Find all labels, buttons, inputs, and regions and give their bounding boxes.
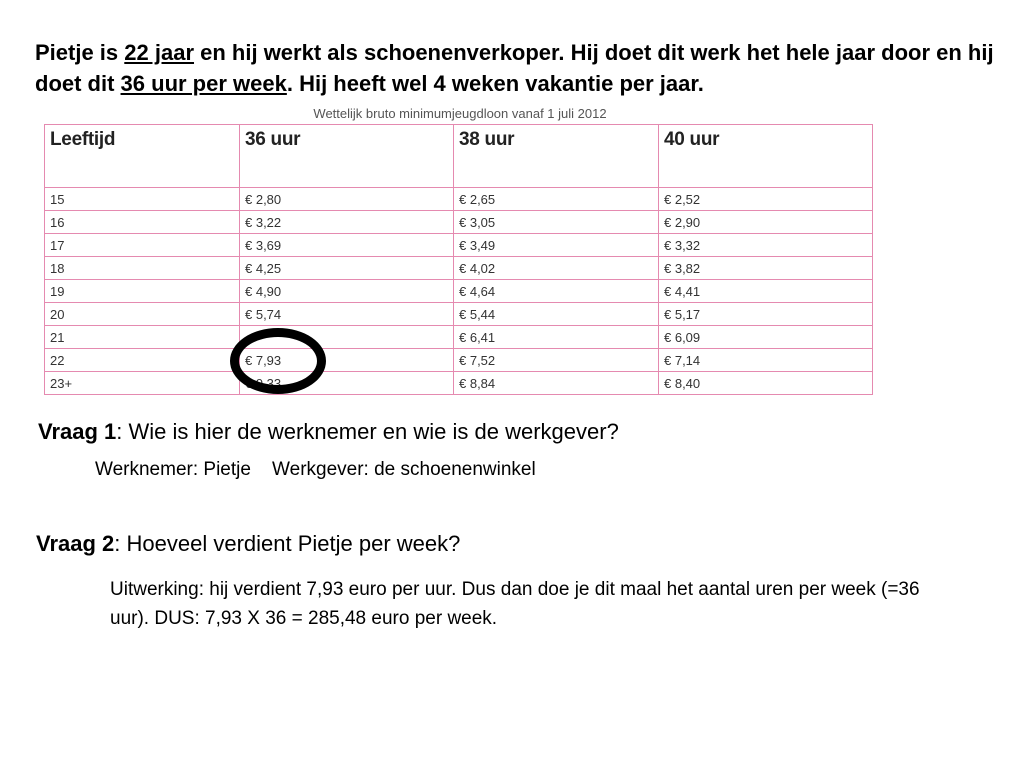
header-40-uur: 40 uur — [659, 125, 873, 188]
table-row — [45, 188, 873, 211]
table-row — [45, 234, 873, 257]
cell-40: € 2,52 — [659, 188, 873, 211]
cell-38: € 6,41 — [454, 326, 659, 349]
cell-38: € 5,44 — [454, 303, 659, 326]
answer-1: Werknemer: Pietje Werkgever: de schoenenwinkel — [95, 459, 536, 480]
cell-36: € 2,80 — [240, 188, 454, 211]
intro-paragraph — [35, 37, 1005, 99]
cell-36-highlighted: € 7,93 — [240, 349, 454, 372]
intro-hours: 36 uur per week — [120, 71, 287, 96]
cell-age: 17 — [45, 234, 240, 257]
cell-age: 18 — [45, 257, 240, 280]
answer-2: Uitwerking: hij verdient 7,93 euro per uur. Dus dan doe je dit maal het aantal uren per week (=36 uur). DUS: 7,93 X 36 = 285,48 euro per week. — [110, 579, 920, 629]
highlight-circle — [230, 328, 326, 394]
table-caption: Wettelijk bruto minimumjeugdloon vanaf 1 juli 2012 — [313, 106, 607, 121]
cell-age: 19 — [45, 280, 240, 303]
cell-38: € 2,65 — [454, 188, 659, 211]
header-38-uur: 38 uur — [454, 125, 659, 188]
intro-text-3: . Hij heeft wel 4 weken vakantie per jaar. — [286, 71, 704, 96]
question-2-text: : Hoeveel verdient Pietje per week? — [114, 531, 461, 556]
cell-40: € 3,82 — [659, 257, 873, 280]
cell-38: € 3,05 — [454, 211, 659, 234]
cell-age: 15 — [45, 188, 240, 211]
cell-40: € 6,09 — [659, 326, 873, 349]
cell-40: € 8,40 — [659, 372, 873, 395]
cell-age: 20 — [45, 303, 240, 326]
cell-40: € 4,41 — [659, 280, 873, 303]
cell-38: € 4,64 — [454, 280, 659, 303]
table-row — [45, 211, 873, 234]
table-row — [45, 303, 873, 326]
cell-age: 16 — [45, 211, 240, 234]
cell-36: € 4,25 — [240, 257, 454, 280]
cell-40: € 2,90 — [659, 211, 873, 234]
cell-38: € 3,49 — [454, 234, 659, 257]
intro-text-1: Pietje is — [35, 40, 125, 65]
cell-40: € 3,32 — [659, 234, 873, 257]
table-row — [45, 372, 873, 395]
intro-text-2: en hij werkt als schoenenverkoper. Hij doet dit werk het hele jaar door en hij doet dit — [35, 40, 994, 96]
cell-38: € 7,52 — [454, 349, 659, 372]
table-row — [45, 280, 873, 303]
intro-age: 22 jaar — [124, 40, 195, 65]
cell-36: € 5,74 — [240, 303, 454, 326]
cell-38: € 8,84 — [454, 372, 659, 395]
question-2 — [36, 530, 460, 558]
question-2-label: Vraag 2 — [36, 531, 115, 556]
question-1-text: : Wie is hier de werknemer en wie is de werkgever? — [116, 419, 619, 444]
cell-40: € 5,17 — [659, 303, 873, 326]
header-leeftijd: Leeftijd — [45, 125, 240, 188]
cell-38: € 4,02 — [454, 257, 659, 280]
wage-table — [44, 124, 873, 395]
header-36-uur: 36 uur — [240, 125, 454, 188]
table-row — [45, 257, 873, 280]
table-row — [45, 349, 873, 372]
cell-36: € 9,33 — [240, 372, 454, 395]
cell-age: 23+ — [45, 372, 240, 395]
cell-36: € 3,22 — [240, 211, 454, 234]
question-1 — [38, 418, 619, 446]
cell-age: 21 — [45, 326, 240, 349]
cell-36: € 3,69 — [240, 234, 454, 257]
table-row — [45, 326, 873, 349]
table-header-row — [45, 125, 873, 188]
cell-40: € 7,14 — [659, 349, 873, 372]
cell-age: 22 — [45, 349, 240, 372]
question-1-label: Vraag 1 — [38, 419, 117, 444]
cell-36: € 4,90 — [240, 280, 454, 303]
